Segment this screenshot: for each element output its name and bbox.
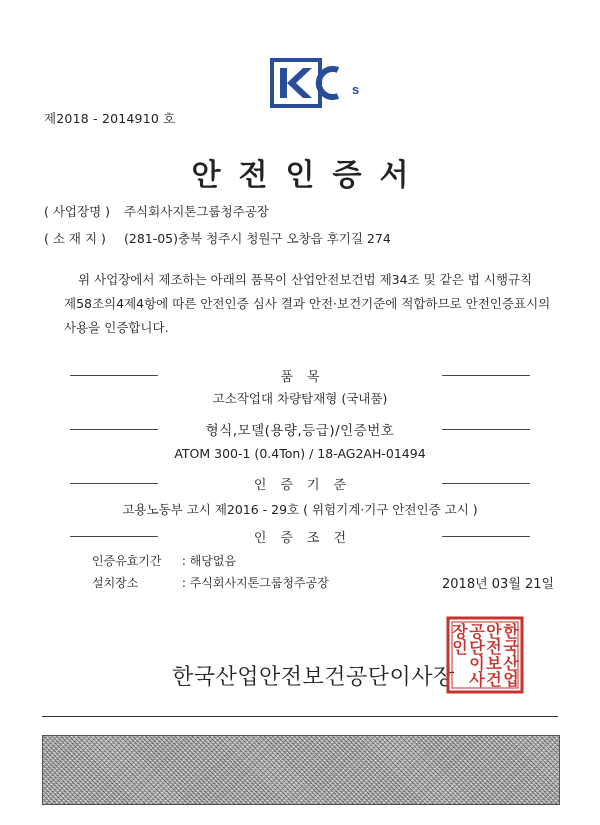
- condition-value: : 주식회사지톤그룹청주공장: [181, 576, 329, 590]
- seal-glyph: 업: [503, 670, 519, 689]
- seal-glyph: 장: [452, 622, 468, 641]
- divider-rule: [70, 429, 158, 430]
- seal-glyph: 인: [452, 638, 468, 657]
- address-label: ( 소 재 지 ): [44, 231, 106, 246]
- condition-label: 인증유효기간: [92, 554, 162, 568]
- address-row: [44, 229, 391, 247]
- condition-label: 설치장소: [92, 576, 139, 590]
- item-value: 고소작업대 차량탑재형 (국내품): [212, 391, 388, 406]
- section-item-heading: [70, 367, 530, 383]
- address-value: (281-05)충북 청주시 청원구 오창읍 후기길 274: [123, 231, 391, 246]
- seal-glyph: 이: [469, 654, 485, 673]
- condition-row-validity: [92, 552, 236, 569]
- model-value: ATOM 300-1 (0.4Ton) / 18-AG2AH-01494: [174, 446, 426, 461]
- statement-line-3: 사용을 인증합니다.: [64, 320, 169, 335]
- condition-row-location: [92, 574, 329, 591]
- standard-value: 고용노동부 고시 제2016 - 29호 ( 위험기계·기구 안전인증 고시 ): [122, 502, 478, 517]
- seal-glyph: 공: [469, 622, 485, 641]
- section-standard-title: 인증기준: [253, 477, 361, 493]
- divider-rule: [442, 536, 530, 537]
- section-conditions-heading: [70, 528, 530, 544]
- divider-rule: [70, 375, 158, 376]
- seal-glyph: 한: [503, 622, 519, 641]
- issuer-name: 한국산업안전보건공단이사장: [172, 665, 455, 690]
- divider-rule: [442, 483, 530, 484]
- seal-glyph: 보: [486, 654, 502, 673]
- seal-glyph: 안: [486, 622, 502, 641]
- seal-glyph: 사: [469, 670, 485, 689]
- certification-statement: [64, 268, 564, 340]
- seal-glyph: 단: [469, 638, 485, 657]
- divider-rule: [442, 375, 530, 376]
- seal-glyph: 전: [486, 638, 502, 657]
- business-name-value: 주식회사지톤그룹청주공장: [123, 204, 269, 219]
- statement-line-2: 제58조의4제4항에 따른 안전인증 심사 결과 안전·보건기준에 적합하므로 안전인증표시의: [64, 296, 551, 311]
- footer-divider: [42, 716, 558, 717]
- divider-rule: [70, 536, 158, 537]
- certificate-number: 제2018 - 2014910 호: [44, 111, 176, 126]
- statement-line-1: 위 사업장에서 제조하는 아래의 품목이 산업안전보건법 제34조 및 같은 법 시행규칙: [78, 272, 533, 287]
- kcs-logo-icon: [270, 58, 366, 110]
- svg-text:s: s: [352, 82, 360, 97]
- security-pattern: [42, 735, 560, 805]
- divider-rule: [70, 483, 158, 484]
- business-name-row: [44, 202, 269, 220]
- section-conditions-title: 인증조건: [253, 530, 361, 546]
- section-model-title: 형식,모델(용량,등급)/인증번호: [205, 423, 395, 439]
- section-model-heading: [70, 421, 530, 437]
- section-item-title: 품목: [280, 369, 334, 385]
- issue-date: 2018년 03월 21일: [442, 577, 555, 592]
- seal-glyph: 건: [486, 670, 502, 689]
- business-name-label: ( 사업장명 ): [44, 204, 111, 219]
- seal-glyph: 국: [503, 638, 519, 657]
- document-title: 안전인증서: [191, 158, 427, 193]
- seal-glyph: 산: [503, 654, 519, 673]
- official-seal-icon: [445, 615, 525, 695]
- condition-value: : 해당없음: [181, 554, 237, 568]
- section-standard-heading: [70, 475, 530, 491]
- divider-rule: [442, 429, 530, 430]
